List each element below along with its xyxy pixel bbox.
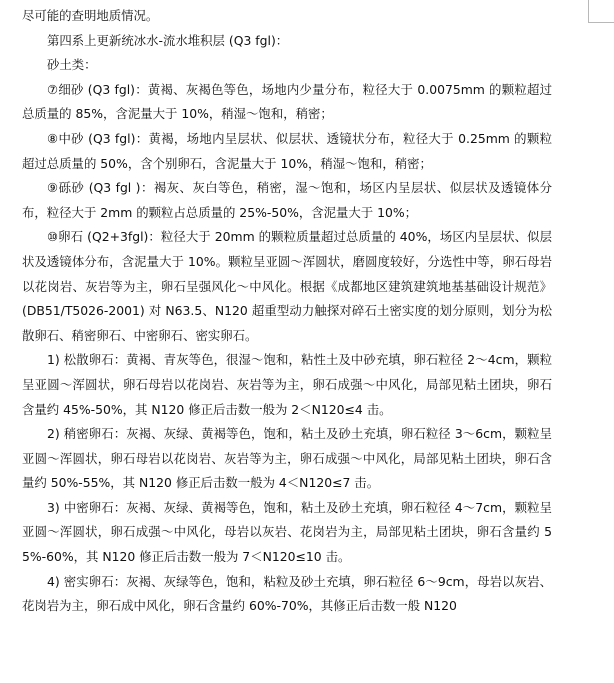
paragraph-pebble: ⑩卵石 (Q2+3fgl)：粒径大于 20mm 的颗粒质量超过总质量的 40%，场区内呈层状、似层状及透镜体分布，含泥量大于 10%。颗粒呈亚圆～浑圆状，磨圆度较好，分选性中等，卵石母岩以花岗岩、灰岩等为主，卵石呈强风化～中风化。根据《成都地区建筑建筑地基基础设计规范》(DB51/T5026-2001) 对 N63.5、N120 超重型动力触探对碎石土密实度的划分原则，划分为松散卵石、稍密卵石、中密卵石、密实卵石。 [22,229,552,343]
subsection-heading: 砂土类： [47,57,97,73]
paragraph-loose-pebble: 1) 松散卵石：黄褐、青灰等色，很湿～饱和，粘性土及中砂充填，卵石粒径 2～4cm，颗粒呈亚圆～浑圆状，卵石母岩以花岗岩、灰岩等为主，卵石成强～中风化，局部见粘土团块，卵石含量约 45%-50%，其 N120 修正后击数一般为 2＜N120≤4 击。 [22,352,552,417]
page-corner-mark [588,0,589,22]
page-corner-mark [588,22,614,23]
paragraph-dense-pebble: 4) 密实卵石：灰褐、灰绿等色，饱和，粘粒及砂土充填，卵石粒径 6～9cm，母岩以灰岩、花岗岩为主，卵石成中风化，卵石含量约 60%-70%，其修正后击数一般 N120 [22,573,552,614]
paragraph-fine-sand: ⑦细砂 (Q3 fgl)：黄褐、灰褐色等色，场地内少量分布，粒径大于 0.0075mm 的颗粒超过总质量的 85%，含泥量大于 10%，稍湿～饱和，稍密； [22,81,552,122]
section-heading: 第四系上更新统冰水-流水堆积层 (Q3 fgl)： [47,32,289,48]
document-body[interactable] [22,4,552,619]
paragraph-slightly-dense-pebble: 2) 稍密卵石：灰褐、灰绿、黄褐等色，饱和，粘土及砂土充填，卵石粒径 3～6cm，颗粒呈亚圆～浑圆状，卵石母岩以花岗岩、灰岩等为主，卵石成强～中风化，局部见粘土团块，卵石含量约 50%-55%，其 N120 修正后击数一般为 4＜N120≤7 击。 [22,426,552,491]
paragraph-medium-sand: ⑧中砂 (Q3 fgl)：黄褐，场地内呈层状、似层状、透镜状分布，粒径大于 0.25mm 的颗粒超过总质量的 50%，含个别卵石，含泥量大于 10%，稍湿～饱和，稍密； [22,130,552,171]
paragraph: 尽可能的查明地质情况。 [22,8,159,23]
paragraph-gravel-sand: ⑨砾砂 (Q3 fgl )：褐灰、灰白等色，稍密，湿～饱和，场区内呈层状、似层状及透镜体分布，粒径大于 2mm 的颗粒占总质量的 25%-50%，含泥量大于 10%； [22,180,552,220]
paragraph-medium-dense-pebble: 3) 中密卵石：灰褐、灰绿、黄褐等色，饱和，粘土及砂土充填，卵石粒径 4～7cm，颗粒呈亚圆～浑圆状，卵石成强～中风化，母岩以灰岩、花岗岩为主，局部见粘土团块，卵石含量约 55%-60%，其 N120 修正后击数一般为 7＜N120≤10 击。 [22,499,552,565]
